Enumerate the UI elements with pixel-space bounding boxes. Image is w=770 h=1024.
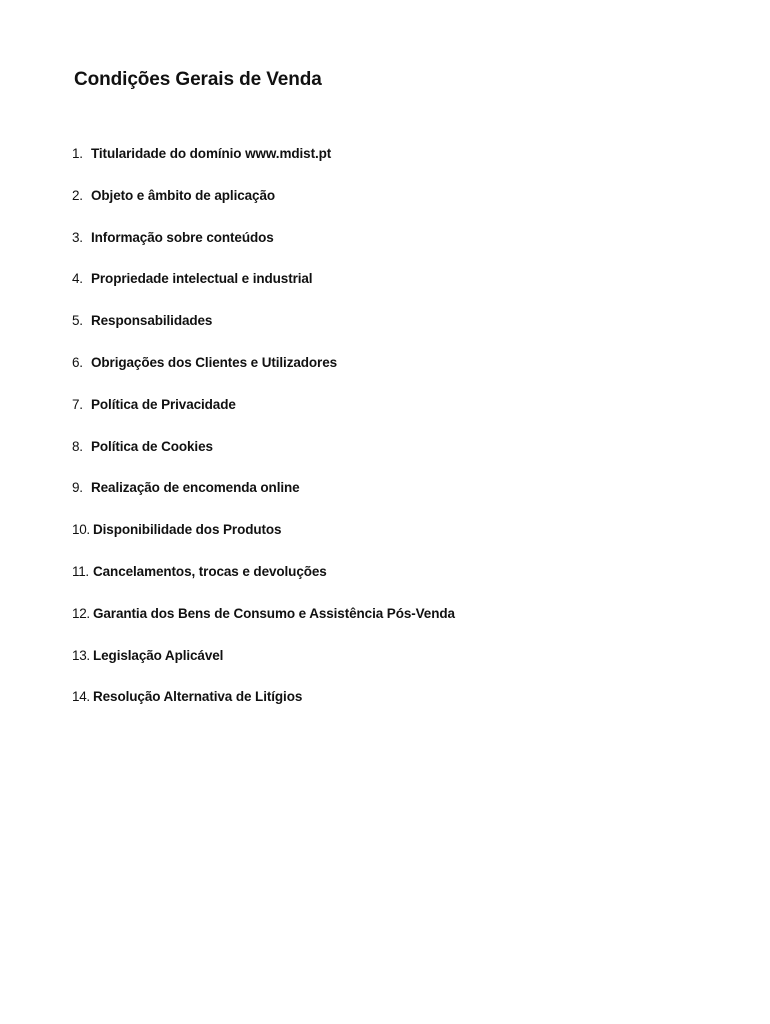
toc-item bbox=[0, 396, 700, 438]
table-of-contents bbox=[0, 145, 700, 730]
toc-item-number: 13. bbox=[72, 647, 90, 663]
toc-item-label: Cancelamentos, trocas e devoluções bbox=[93, 563, 327, 579]
toc-item bbox=[0, 187, 700, 229]
toc-item-label: Disponibilidade dos Produtos bbox=[93, 522, 282, 538]
toc-item-number: 8. bbox=[72, 438, 83, 454]
toc-item bbox=[0, 145, 700, 187]
toc-item-number: 1. bbox=[72, 146, 83, 161]
toc-item-label: Realização de encomenda online bbox=[91, 480, 300, 496]
toc-item-label: Política de Privacidade bbox=[91, 396, 236, 412]
toc-item-label: Titularidade do domínio www.mdist.pt bbox=[91, 146, 332, 161]
toc-item-number: 3. bbox=[72, 229, 83, 245]
toc-item-number: 9. bbox=[72, 480, 83, 496]
toc-item bbox=[0, 647, 700, 689]
toc-item-label: Resolução Alternativa de Litígios bbox=[93, 689, 303, 705]
toc-item-label: Legislação Aplicável bbox=[93, 647, 224, 663]
toc-item bbox=[0, 479, 700, 521]
toc-item-number: 10. bbox=[72, 522, 90, 538]
toc-item bbox=[0, 354, 700, 396]
toc-item bbox=[0, 605, 700, 647]
toc-item bbox=[0, 521, 700, 563]
document-title: Condições Gerais de Venda bbox=[74, 69, 322, 90]
toc-item-number: 2. bbox=[72, 187, 83, 203]
toc-item-number: 11. bbox=[72, 563, 89, 579]
toc-item-label: Propriedade intelectual e industrial bbox=[91, 271, 313, 287]
toc-item-label: Objeto e âmbito de aplicação bbox=[91, 187, 275, 203]
toc-item-number: 5. bbox=[72, 313, 83, 329]
toc-item bbox=[0, 563, 700, 605]
toc-item bbox=[0, 229, 700, 271]
toc-item-number: 7. bbox=[72, 396, 83, 412]
toc-item bbox=[0, 688, 700, 730]
toc-item-label: Garantia dos Bens de Consumo e Assistência Pós-Venda bbox=[93, 605, 455, 621]
toc-item-number: 14. bbox=[72, 689, 90, 705]
toc-item-number: 12. bbox=[72, 605, 90, 621]
toc-item bbox=[0, 270, 700, 312]
toc-item-label: Política de Cookies bbox=[91, 438, 213, 454]
toc-item-label: Informação sobre conteúdos bbox=[91, 229, 274, 245]
toc-item-number: 4. bbox=[72, 271, 83, 287]
toc-item bbox=[0, 438, 700, 480]
toc-item-label: Obrigações dos Clientes e Utilizadores bbox=[91, 354, 338, 370]
toc-item bbox=[0, 312, 700, 354]
toc-item-label: Responsabilidades bbox=[91, 313, 213, 329]
toc-item-number: 6. bbox=[72, 354, 83, 370]
